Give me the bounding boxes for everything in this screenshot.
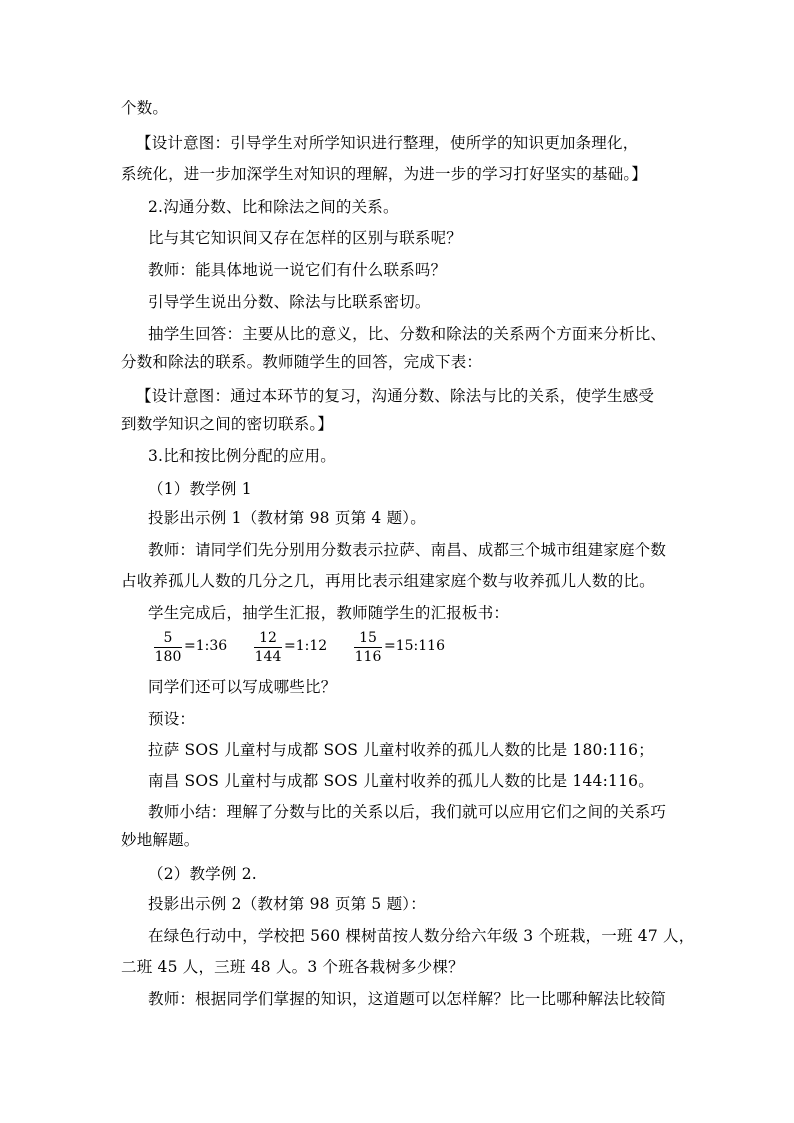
text-line: 教师小结：理解了分数与比的关系以后，我们就可以应用它们之间的关系巧: [148, 803, 667, 821]
fraction-numerator: 15: [359, 630, 377, 646]
fraction-bar: [254, 647, 282, 648]
text-line: 比与其它知识间又存在怎样的区别与联系呢？: [148, 229, 463, 247]
design-intent-1: 【设计意图：引导学生对所学知识进行整理，使所学的知识更加条理化，: [136, 134, 639, 152]
text-line: 个数。: [121, 99, 169, 117]
text-line: 到数学知识之间的密切联系。】: [121, 415, 334, 433]
ratio-value: =1:36: [184, 638, 228, 654]
text-line: 占收养孤儿人数的几分之几，再用比表示组建家庭个数与收养孤儿人数的比。: [121, 572, 655, 590]
text-line: 引导学生说出分数、除法与比联系密切。: [148, 293, 431, 311]
text-line: 学生完成后，抽学生汇报，教师随学生的汇报板书：: [148, 604, 510, 622]
text-line: 在绿色行动中，学校把 560 棵树苗按人数分给六年级 3 个班栽，一班 47 人，: [148, 927, 695, 945]
ratio-value: =1:12: [284, 638, 328, 654]
section-heading-2: 2.沟通分数、比和除法之间的关系。: [148, 198, 399, 216]
subsection-heading: （2）教学例 2.: [148, 865, 257, 883]
fraction-numerator: 12: [259, 630, 277, 646]
text-line: 南昌 SOS 儿童村与成都 SOS 儿童村收养的孤儿人数的比是 144:116。: [148, 772, 654, 790]
fraction-numerator: 5: [163, 630, 173, 646]
fraction-3: [354, 630, 445, 665]
fraction-denominator: 116: [354, 649, 382, 665]
ratio-value: =15:116: [384, 638, 445, 654]
text-line: 二班 45 人，三班 48 人。3 个班各栽树多少棵？: [121, 958, 464, 976]
fraction-ratio-row: [148, 630, 568, 670]
text-line: 分数和除法的联系。教师随学生的回答，完成下表：: [121, 353, 483, 371]
fraction-bar: [354, 647, 382, 648]
section-heading-3: 3.比和按比例分配的应用。: [148, 447, 336, 465]
design-intent-2: 【设计意图：通过本环节的复习，沟通分数、除法与比的关系，使学生感受: [136, 387, 655, 405]
subsection-heading: （1）教学例 1: [148, 480, 252, 498]
text-line: 抽学生回答：主要从比的意义，比、分数和除法的关系两个方面来分析比、: [148, 325, 667, 343]
text-line: 同学们还可以写成哪些比？: [148, 678, 337, 696]
fraction-denominator: 180: [154, 649, 182, 665]
text-line: 妙地解题。: [121, 831, 200, 849]
text-line: 预设：: [148, 710, 196, 728]
fraction-2: [254, 630, 328, 665]
text-line: 教师：根据同学们掌握的知识，这道题可以怎样解？比一比哪种解法比较简: [148, 990, 667, 1008]
fraction-bar: [154, 647, 182, 648]
text-line: 投影出示例 1（教材第 98 页第 4 题）。: [148, 509, 426, 527]
text-line: 系统化，进一步加深学生对知识的理解，为进一步的学习打好坚实的基础。】: [121, 165, 648, 183]
text-line: 拉萨 SOS 儿童村与成都 SOS 儿童村收养的孤儿人数的比是 180:116；: [148, 741, 654, 759]
fraction-denominator: 144: [254, 649, 282, 665]
text-line: 教师：请同学们先分别用分数表示拉萨、南昌、成都三个城市组建家庭个数: [148, 541, 667, 559]
text-line: 教师：能具体地说一说它们有什么联系吗？: [148, 261, 447, 279]
fraction-1: [154, 630, 228, 665]
text-line: 投影出示例 2（教材第 98 页第 5 题）：: [148, 895, 426, 913]
